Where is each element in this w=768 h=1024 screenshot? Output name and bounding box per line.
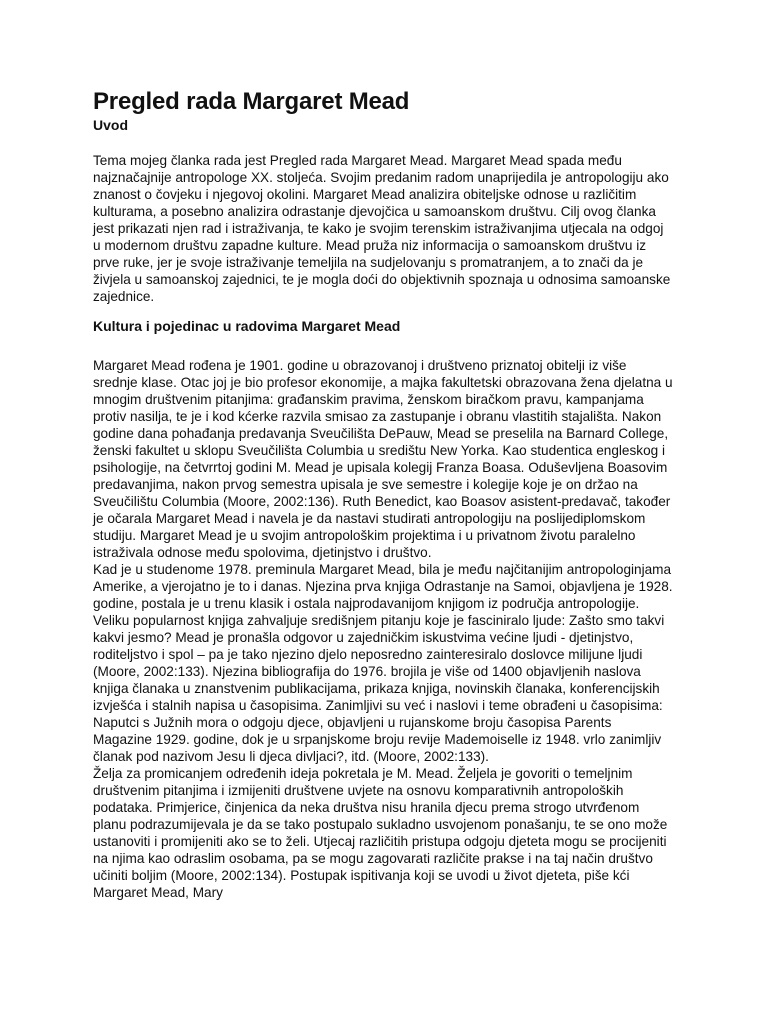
section-heading: Kultura i pojedinac u radovima Margaret Mead (93, 318, 401, 334)
document-subtitle: Uvod (93, 117, 128, 133)
document-page (93, 88, 673, 901)
body-paragraph-2: Kad je u studenome 1978. preminula Margaret Mead, bila je među najčitanijim antropologinjama Amerike, a vjerojatno je to i danas. Njezina prva knjiga Odrastanje na Samoi, objavljena je 1928. godine, postala je u trenu klasik i ostala najprodavanijom knjigom iz područja antropologije. Veliku popularnost knjiga zahvaljuje središnjem pitanju koje je fasciniralo ljude: Zašto smo takvi kakvi jesmo? Mead je pronašla odgovor u zajedničkim iskustvima većine ljudi - djetinjstvo, roditeljstvo i spol – pa je tako njezino djelo neposredno zainteresiralo doslovce milijune ljudi (Moore, 2002:133). Njezina bibliografija do 1976. brojila je više od 1400 objavljenih naslova knjiga članaka u znanstvenim publikacijama, prikaza knjiga, novinskih članaka, konferencijskih izvješća i stalnih napisa u časopisima. Zanimljivi su već i naslovi i teme obrađeni u časopisima: Naputci s Južnih mora o odgoju djece, objavljeni u rujanskome broju časopisa Parents Magazine 1929. godine, dok je u srpanjskome broju revije Mademoiselle iz 1948. vrlo zanimljiv članak pod nazivom Jesu li djeca divljaci?, itd. (Moore, 2002:133). (93, 562, 673, 764)
document-title: Pregled rada Margaret Mead (93, 88, 410, 115)
intro-paragraph: Tema mojeg članka rada jest Pregled rada Margaret Mead. Margaret Mead spada među najznačajnije antropologe XX. stoljeća. Svojim predanim radom unaprijedila je antropologiju ako znanost o čovjeku i njegovoj okolini. Margaret Mead analizira obiteljske odnose u različitim kulturama, a posebno analizira odrastanje djevojčica u samoanskom društvu. Cilj ovog članka jest prikazati njen rad i istraživanja, te kako je svojim terenskim istraživanjima utjecala na odgoj u modernom društvu zapadne kulture. Mead pruža niz informacija o samoanskom društvu iz prve ruke, jer je svoje istraživanje temeljila na sudjelovanju s promatranjem, a to znači da je živjela u samoanskoj zajednici, te je mogla doći do objektivnih spoznaja u odnosima samoanske zajednice. (93, 153, 671, 304)
body-paragraph-3: Želja za promicanjem određenih ideja pokretala je M. Mead. Željela je govoriti o temeljnim društvenim pitanjima i izmijeniti društvene uvjete na osnovu komparativnih antropoloških podataka. Primjerice, činjenica da neka društva nisu hranila djecu prema strogo utvrđenom planu podrazumijevala je da se tako postupalo sukladno usvojenom ponašanju, te se ono može ustanoviti i promijeniti ako se to želi. Utjecaj različitih pristupa odgoju djeteta mogu se procijeniti na njima kao odraslim osobama, pa se mogu zagovarati različite prakse i na taj način društvo učiniti boljim (Moore, 2002:134). Postupak ispitivanja koji se uvodi u život djeteta, piše kći Margaret Mead, Mary (93, 766, 668, 900)
body-paragraph-1: Margaret Mead rođena je 1901. godine u obrazovanoj i društveno priznatoj obitelji iz više srednje klase. Otac joj je bio profesor ekonomije, a majka fakultetski obrazovana žena djelatna u mnogim društvenim pitanjima: građanskim pravima, ženskom biračkom pravu, kampanjama protiv nasilja, te je i kod kćerke razvila smisao za zastupanje i obranu vlastitih stajališta. Nakon godine dana pohađanja predavanja Sveučilišta DePauw, Mead se preselila na Barnard College, ženski fakultet u sklopu Sveučilišta Columbia u središtu New Yorka. Kao studentica engleskog i psihologije, na četvrrtoj godini M. Mead je upisala kolegij Franza Boasa. Oduševljena Boasovim predavanjima, nakon prvog semestra upisala je sve semestre i kolegije koje je on držao na Sveučilištu Columbia (Moore, 2002:136). Ruth Benedict, kao Boasov asistent-predavač, također je očarala Margaret Mead i navela je da nastavi studirati antropologiju na poslijediplomskom studiju. Margaret Mead je u svojim antropološkim projektima i u privatnom životu paralelno istraživala odnose među spolovima, djetinjstvo i društvo. (93, 358, 673, 560)
